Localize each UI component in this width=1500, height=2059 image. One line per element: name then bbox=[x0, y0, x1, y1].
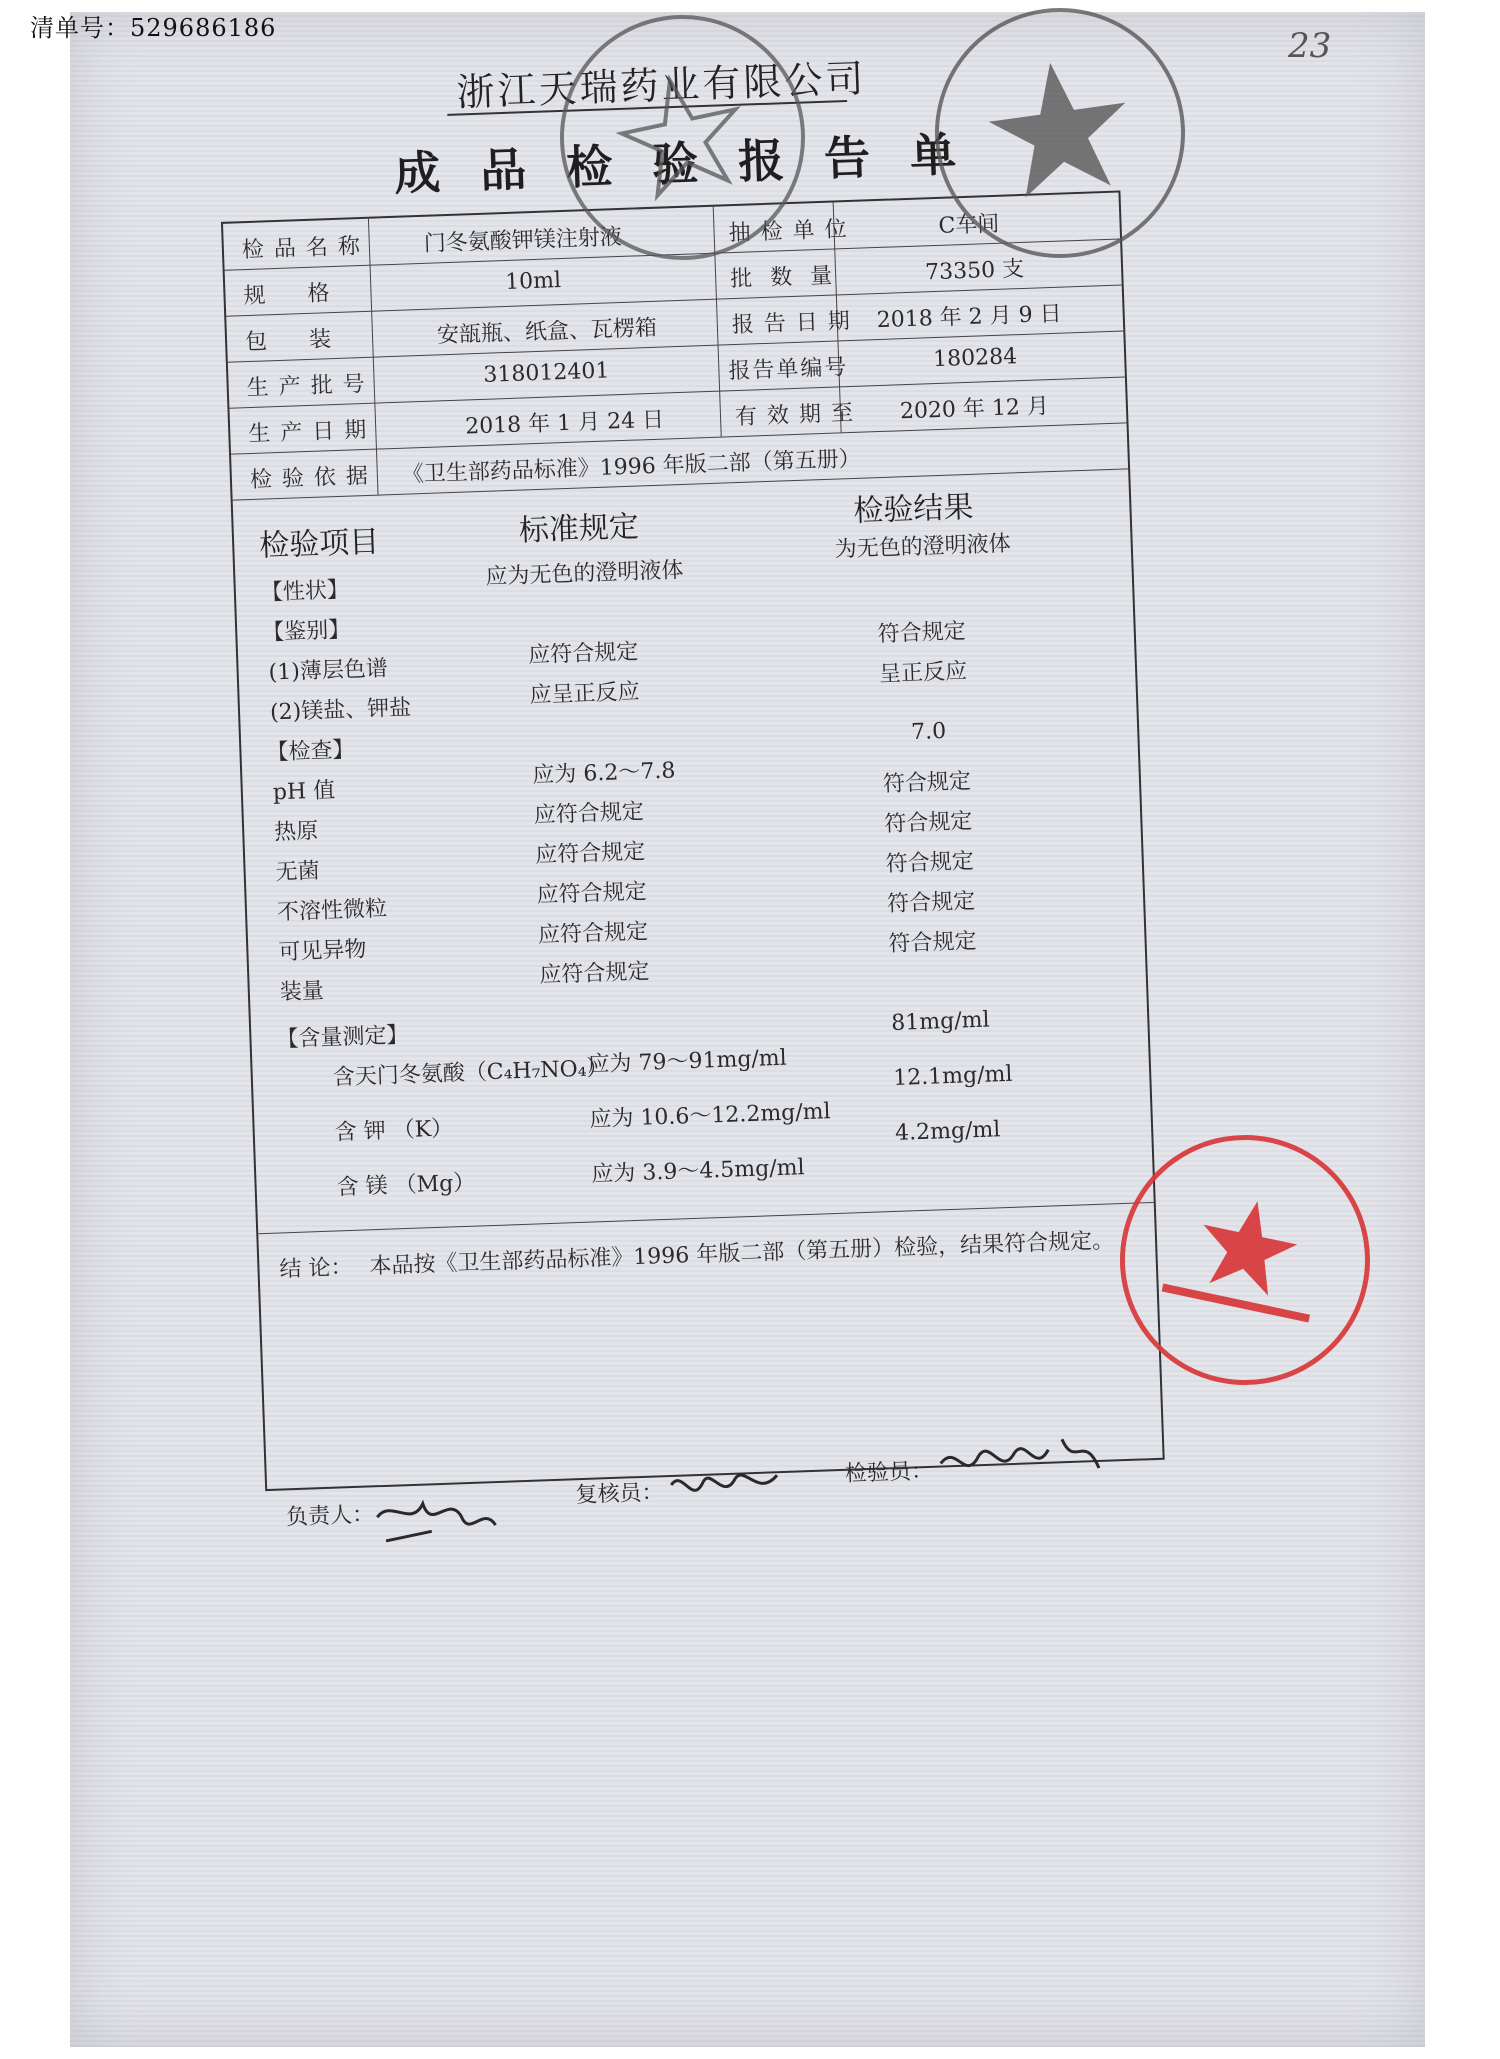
value-packaging: 安瓿瓶、纸盒、瓦楞箱 bbox=[436, 315, 658, 349]
row-item: 含 镁 （Mg） bbox=[336, 1170, 476, 1201]
row-standard: 应呈正反应 bbox=[529, 679, 641, 709]
row-standard: 应为无色的澄明液体 bbox=[485, 557, 684, 590]
column-header-standard: 标准规定 bbox=[518, 509, 640, 549]
label-responsible: 负责人： bbox=[285, 1502, 375, 1531]
value-sampling-unit: C车间 bbox=[938, 211, 1000, 239]
row-item: 不溶性微粒 bbox=[276, 896, 388, 926]
report-table bbox=[221, 190, 1165, 1491]
value-batch-no: 318012401 bbox=[483, 358, 610, 388]
row-result: 符合规定 bbox=[882, 769, 972, 798]
signature-inspector bbox=[934, 1428, 1106, 1502]
signature-responsible bbox=[370, 1485, 502, 1557]
value-production-date: 2018 年 1 月 24 日 bbox=[464, 407, 665, 440]
row-result: 符合规定 bbox=[883, 809, 973, 838]
label-inspector: 检验员： bbox=[844, 1458, 934, 1487]
value-report-no: 180284 bbox=[932, 344, 1018, 373]
value-spec: 10ml bbox=[504, 268, 562, 296]
conclusion-label: 结 论： bbox=[279, 1254, 353, 1283]
document-number: 清单号：529686186 bbox=[30, 14, 277, 42]
report-title: 成品检验报告单 bbox=[393, 125, 997, 201]
value-report-date: 2018 年 2 月 9 日 bbox=[876, 301, 1063, 334]
value-basis: 《卫生部药品标准》1996 年版二部（第五册） bbox=[401, 446, 862, 488]
label-spec: 规格 bbox=[243, 279, 372, 310]
value-product-name: 门冬氨酸钾镁注射液 bbox=[423, 224, 623, 257]
row-result: 12.1mg/ml bbox=[892, 1061, 1013, 1091]
row-standard: 应为 79～91mg/ml bbox=[587, 1045, 788, 1078]
row-item: 含天门冬氨酸（C₄H₇NO₄） bbox=[332, 1055, 609, 1091]
row-result: 呈正反应 bbox=[878, 659, 968, 688]
row-standard: 应为 3.9～4.5mg/ml bbox=[590, 1155, 805, 1188]
row-result: 符合规定 bbox=[877, 619, 967, 648]
row-result: 为无色的澄明液体 bbox=[834, 531, 1012, 563]
company-name: 浙江天瑞药业有限公司 bbox=[455, 56, 868, 115]
label-report-no: 报告单编号 bbox=[728, 355, 849, 385]
row-item: 含 钾 （K） bbox=[334, 1116, 454, 1146]
column-header-item: 检验项目 bbox=[258, 524, 380, 564]
value-batch-quantity: 73350 支 bbox=[924, 256, 1025, 286]
row-item: 无菌 bbox=[275, 858, 321, 886]
row-item: 【鉴别】 bbox=[261, 617, 351, 646]
page-mark: 23 bbox=[1288, 26, 1332, 66]
row-standard: 应符合规定 bbox=[537, 919, 649, 949]
row-result: 符合规定 bbox=[886, 888, 976, 918]
row-item: (2)镁盐、钾盐 bbox=[269, 695, 412, 726]
row-result: 符合规定 bbox=[888, 928, 977, 958]
label-production-date: 生产日期 bbox=[247, 417, 377, 448]
conclusion-text: 本品按《卫生部药品标准》1996 年版二部（第五册）检验，结果符合规定。 bbox=[369, 1228, 1115, 1280]
label-packaging: 包装 bbox=[244, 325, 374, 356]
row-result: 81mg/ml bbox=[890, 1007, 990, 1036]
stamp-right bbox=[919, 0, 1201, 274]
row-standard: 应为 6.2～7.8 bbox=[532, 758, 676, 789]
row-standard: 应符合规定 bbox=[533, 799, 645, 829]
row-item: 装量 bbox=[279, 978, 325, 1006]
row-result: 符合规定 bbox=[885, 849, 975, 878]
row-standard: 应为 10.6～12.2mg/ml bbox=[589, 1099, 832, 1133]
label-batch-quantity: 批数量 bbox=[729, 262, 851, 293]
label-reviewer: 复核员： bbox=[575, 1480, 665, 1509]
row-item: 可见异物 bbox=[278, 937, 367, 966]
label-report-date: 报告日期 bbox=[731, 308, 861, 339]
row-item: 【含量测定】 bbox=[276, 1022, 409, 1053]
label-basis: 检验依据 bbox=[249, 463, 379, 494]
value-expiry: 2020 年 12 月 bbox=[899, 394, 1050, 425]
label-sampling-unit: 抽检单位 bbox=[728, 216, 858, 247]
label-product-name: 检品名称 bbox=[241, 233, 371, 264]
row-item: 热原 bbox=[273, 818, 319, 846]
row-standard: 应符合规定 bbox=[536, 879, 648, 909]
row-item: 【性状】 bbox=[260, 577, 350, 606]
row-standard: 应符合规定 bbox=[527, 639, 639, 669]
row-standard: 应符合规定 bbox=[538, 959, 650, 989]
signature-reviewer bbox=[665, 1459, 787, 1521]
row-standard: 应符合规定 bbox=[534, 839, 646, 869]
row-result: 4.2mg/ml bbox=[894, 1117, 1001, 1146]
label-batch-no: 生产批号 bbox=[246, 371, 376, 402]
column-header-result: 检验结果 bbox=[852, 489, 974, 529]
row-result: 7.0 bbox=[910, 718, 947, 746]
row-item: pH 值 bbox=[272, 778, 336, 806]
label-expiry: 有效期至 bbox=[734, 400, 864, 431]
row-item: (1)薄层色谱 bbox=[268, 656, 389, 686]
row-item: 【检查】 bbox=[266, 737, 355, 766]
